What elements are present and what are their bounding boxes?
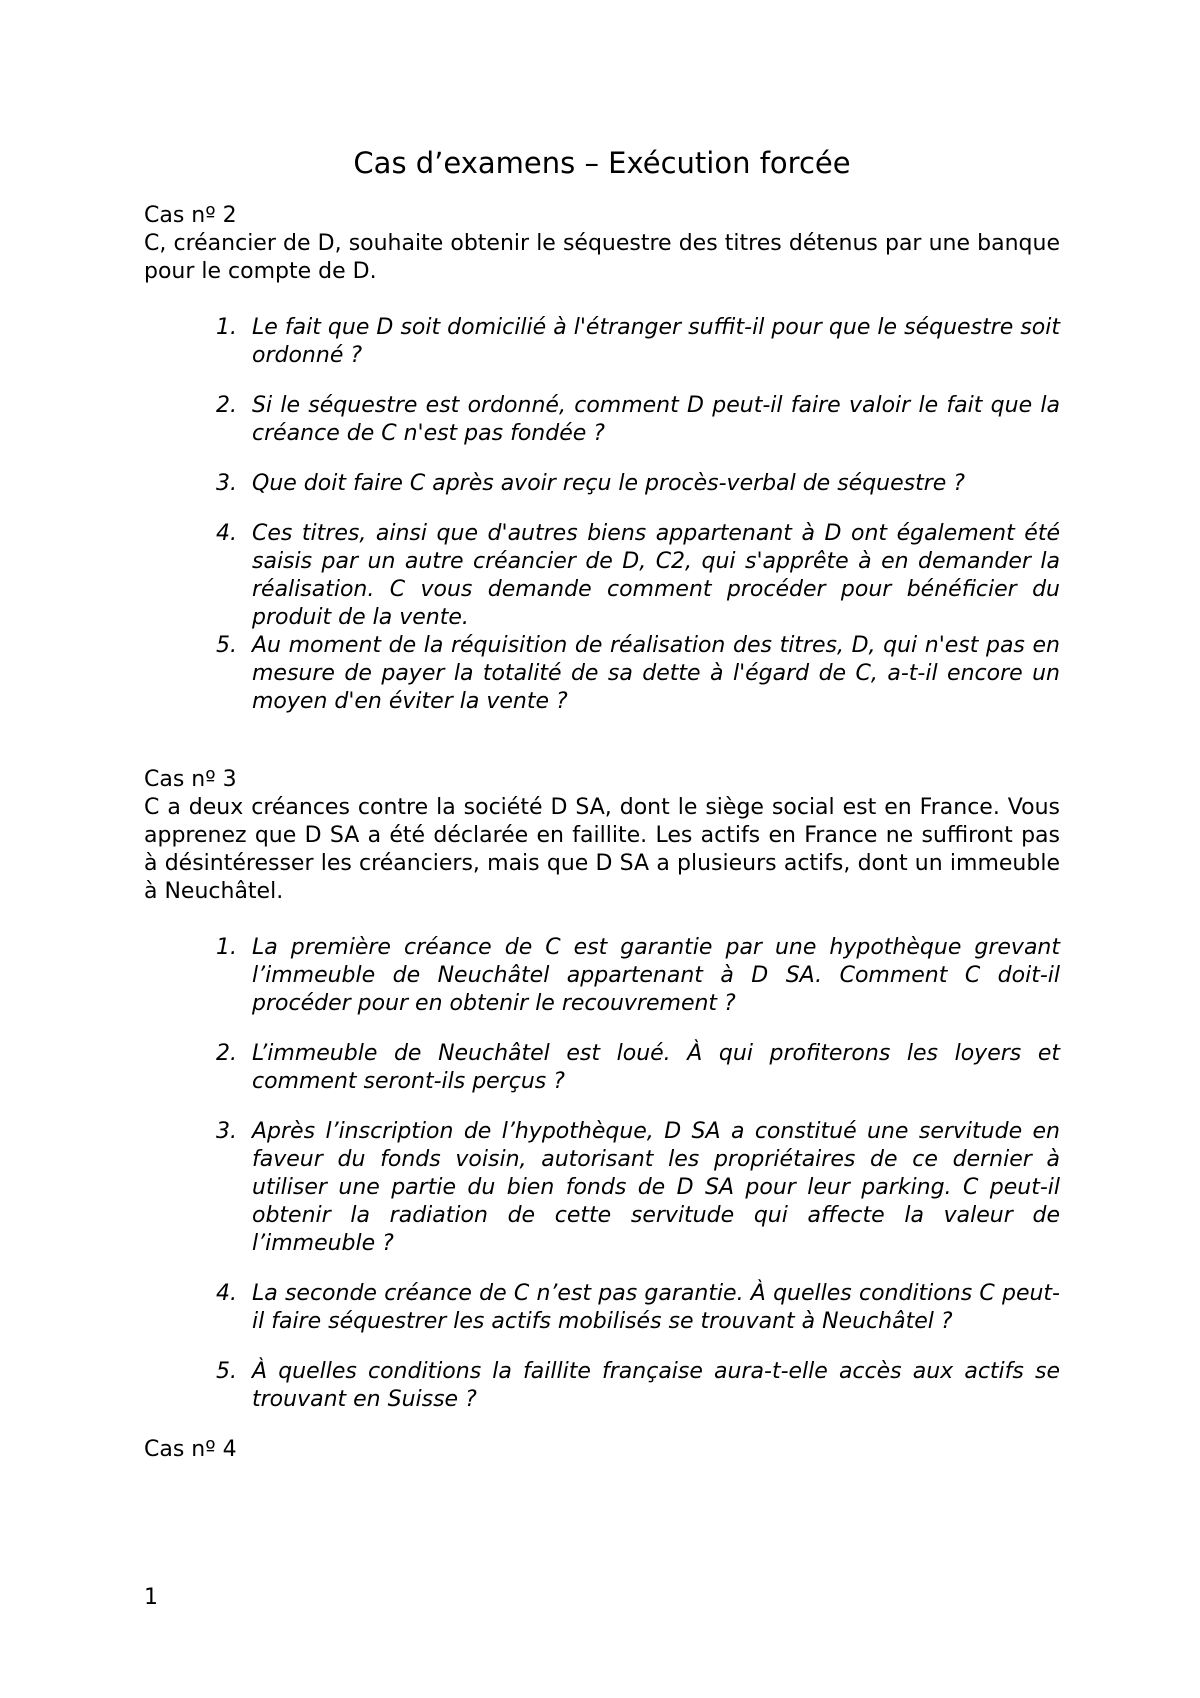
question-number: 2. — [216, 393, 237, 418]
case-3 — [144, 766, 1060, 1414]
case-4 — [144, 1436, 1060, 1464]
question-number: 5. — [216, 633, 237, 658]
question-text: Ces titres, ainsi que d'autres biens appartenant à D ont également été saisis par un autre créancier de D, C2, qui s'apprête à en demander la réalisation. C vous demande comment procéder pour bénéficier du produit de la vente. — [252, 521, 1060, 630]
question-text: La première créance de C est garantie par une hypothèque grevant l’immeuble de Neuchâtel appartenant à D SA. Comment C doit-il procéder pour en obtenir le recouvrement ? — [252, 935, 1060, 1016]
question-item — [144, 1280, 1060, 1336]
question-item — [144, 392, 1060, 448]
question-text: Le fait que D soit domicilié à l'étranger suffit-il pour que le séquestre soit ordonné ? — [252, 315, 1060, 368]
question-text: Après l’inscription de l’hypothèque, D SA a constitué une servitude en faveur du fonds voisin, autorisant les propriétaires de ce dernier à utiliser une partie du bien fonds de D SA pour leur parking. C peut-il obtenir la radiation de cette servitude qui affecte la valeur de l’immeuble ? — [252, 1119, 1060, 1256]
case-heading: Cas nº 3 — [144, 767, 237, 792]
question-number: 5. — [216, 1359, 237, 1384]
question-list — [144, 314, 1060, 716]
question-number: 4. — [216, 1281, 237, 1306]
question-item — [144, 1118, 1060, 1258]
question-item — [144, 1358, 1060, 1414]
question-text: À quelles conditions la faillite française aura-t-elle accès aux actifs se trouvant en Suisse ? — [252, 1359, 1060, 1412]
question-item — [144, 632, 1060, 716]
question-number: 4. — [216, 521, 237, 546]
question-text: La seconde créance de C n’est pas garantie. À quelles conditions C peut-il faire séquestrer les actifs mobilisés se trouvant à Neuchâtel ? — [252, 1281, 1060, 1334]
case-intro: C, créancier de D, souhaite obtenir le séquestre des titres détenus par une banque pour le compte de D. — [144, 231, 1060, 284]
question-item — [144, 520, 1060, 632]
page-number: 1 — [144, 1585, 158, 1610]
question-number: 2. — [216, 1041, 237, 1066]
document-page — [144, 146, 1060, 1464]
question-number: 3. — [216, 1119, 237, 1144]
document-title: Cas d’examens – Exécution forcée — [353, 146, 851, 180]
question-list — [144, 934, 1060, 1414]
question-item — [144, 934, 1060, 1018]
question-text: L’immeuble de Neuchâtel est loué. À qui profiterons les loyers et comment seront-ils perçus ? — [252, 1041, 1060, 1094]
case-heading: Cas nº 2 — [144, 203, 237, 228]
question-text: Si le séquestre est ordonné, comment D peut-il faire valoir le fait que la créance de C n'est pas fondée ? — [252, 393, 1060, 446]
case-heading: Cas nº 4 — [144, 1437, 237, 1462]
question-number: 3. — [216, 471, 237, 496]
case-2 — [144, 202, 1060, 716]
question-text: Que doit faire C après avoir reçu le procès-verbal de séquestre ? — [252, 471, 965, 496]
question-item — [144, 1040, 1060, 1096]
case-intro: C a deux créances contre la société D SA, dont le siège social est en France. Vous apprenez que D SA a été déclarée en faillite. Les actifs en France ne suffiront pas à désintéresser les créanciers, mais que D SA a plusieurs actifs, dont un immeuble à Neuchâtel. — [144, 795, 1060, 904]
question-item — [144, 470, 1060, 498]
question-number: 1. — [216, 315, 237, 340]
question-number: 1. — [216, 935, 237, 960]
question-text: Au moment de la réquisition de réalisation des titres, D, qui n'est pas en mesure de payer la totalité de sa dette à l'égard de C, a-t-il encore un moyen d'en éviter la vente ? — [252, 633, 1060, 714]
question-item — [144, 314, 1060, 370]
